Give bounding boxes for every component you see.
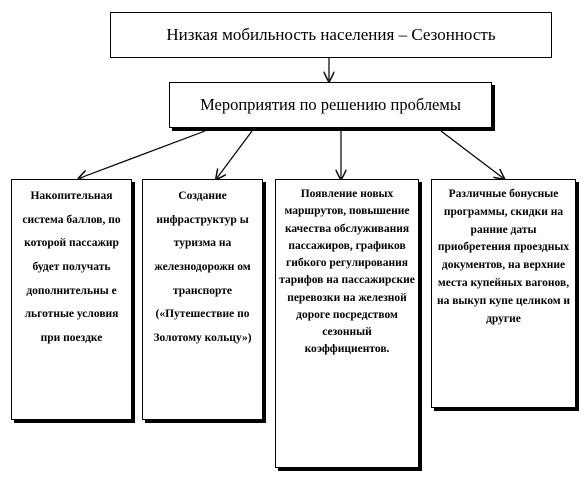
measures-box <box>169 82 492 128</box>
measure-box-bonus-points <box>11 179 132 420</box>
measures-text: Мероприятия по решению проблемы <box>200 95 461 114</box>
measure-box-tourism-infrastructure <box>142 179 263 420</box>
root-problem-box <box>110 12 552 58</box>
measure-text-new-routes: Появление новых маршрутов, повышение качества обслуживания пассажиров, графиков гибкого регулирования тарифов на пассажирские перевозки на железной дороге посредством сезонный коэффициентов. <box>279 188 415 356</box>
measure-box-new-routes <box>275 179 419 468</box>
measure-text-bonus-points: Накопительная система баллов, по которой пассажир будет получать дополнительны е льготные условия при поездке <box>22 190 121 345</box>
measure-text-bonus-programs: Различные бонусные программы, скидки на ранние даты приобретения проездных документов, на верхние места купейных вагонов, на выкуп купе целиком и другие <box>436 188 571 325</box>
root-problem-text: Низкая мобильность населения – Сезонность <box>166 25 496 44</box>
arrow-to-leaf-1 <box>80 131 205 178</box>
arrow-to-leaf-2 <box>217 131 252 178</box>
arrow-to-leaf-4 <box>441 131 503 178</box>
measure-box-bonus-programs <box>431 179 576 408</box>
measure-text-tourism-infrastructure: Создание инфраструктур ы туризма на железнодорожн ом транспорте («Путешествие по Золотому кольцу») <box>153 190 252 345</box>
